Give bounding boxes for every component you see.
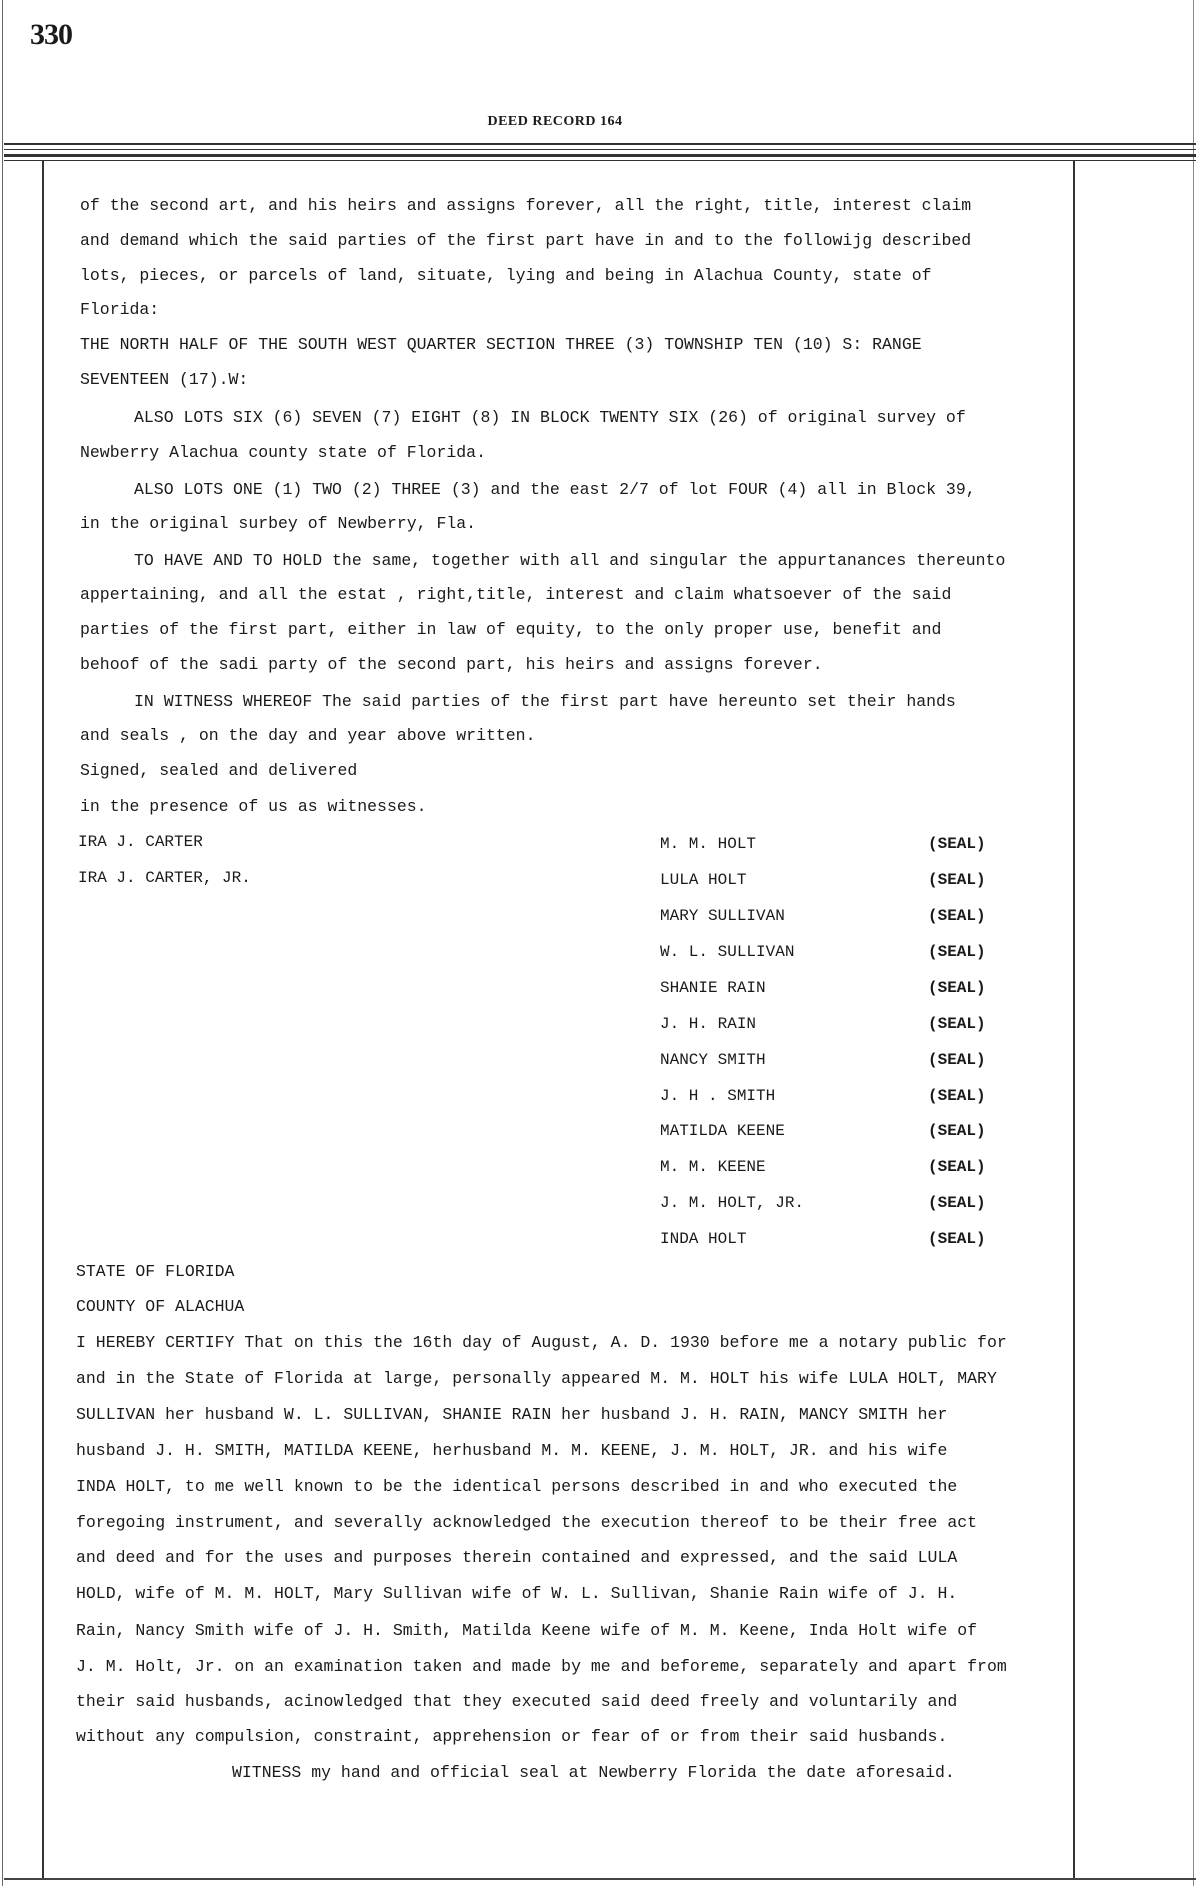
signer-name: MARY SULLIVAN xyxy=(660,907,785,925)
seal-label: (SEAL) xyxy=(928,1158,986,1176)
witness-name: IRA J. CARTER xyxy=(78,833,203,851)
seal-label: (SEAL) xyxy=(928,1051,986,1069)
footer-rule xyxy=(4,1878,1196,1880)
seal-label: (SEAL) xyxy=(928,943,986,961)
witness-name: IRA J. CARTER, JR. xyxy=(78,869,251,887)
acknowledgment-line: I HEREBY CERTIFY That on this the 16th day of August, A. D. 1930 before me a notary public for xyxy=(76,1333,1007,1352)
acknowledgment-line: J. M. Holt, Jr. on an examination taken and made by me and beforeme, separately and apart from xyxy=(76,1657,1007,1676)
body-line: in the original surbey of Newberry, Fla. xyxy=(80,514,477,533)
signer-name: J. M. HOLT, JR. xyxy=(660,1194,805,1212)
acknowledgment-line: WITNESS my hand and official seal at Newberry Florida the date aforesaid. xyxy=(232,1763,955,1782)
body-line: and seals , on the day and year above written. xyxy=(80,726,536,745)
body-line: in the presence of us as witnesses. xyxy=(80,797,427,816)
body-line: Signed, sealed and delivered xyxy=(80,761,358,780)
seal-label: (SEAL) xyxy=(928,1015,986,1033)
signer-name: LULA HOLT xyxy=(660,871,747,889)
page-number: 330 xyxy=(30,18,72,51)
acknowledgment-line: husband J. H. SMITH, MATILDA KEENE, herhusband M. M. KEENE, J. M. HOLT, JR. and his wife xyxy=(76,1441,948,1460)
signer-name: M. M. KEENE xyxy=(660,1158,766,1176)
seal-label: (SEAL) xyxy=(928,1087,986,1105)
body-line: lots, pieces, or parcels of land, situate, lying and being in Alachua County, state of xyxy=(80,266,932,285)
acknowledgment-line: HOLD, wife of M. M. HOLT, Mary Sullivan wife of W. L. Sullivan, Shanie Rain wife of J. H. xyxy=(76,1584,958,1603)
seal-label: (SEAL) xyxy=(928,1230,986,1248)
header-rule xyxy=(4,143,1196,145)
seal-label: (SEAL) xyxy=(928,907,986,925)
body-line: and demand which the said parties of the first part have in and to the followijg described xyxy=(80,231,972,250)
acknowledgment-line: without any compulsion, constraint, apprehension or fear of or from their said husbands. xyxy=(76,1727,948,1746)
body-line: IN WITNESS WHEREOF The said parties of the first part have hereunto set their hands xyxy=(134,692,956,711)
seal-label: (SEAL) xyxy=(928,871,986,889)
acknowledgment-line: INDA HOLT, to me well known to be the identical persons described in and who executed the xyxy=(76,1477,958,1496)
acknowledgment-line: STATE OF FLORIDA xyxy=(76,1262,235,1281)
body-line: parties of the first part, either in law of equity, to the only proper use, benefit and xyxy=(80,620,942,639)
header-rule xyxy=(4,160,1196,161)
body-line: THE NORTH HALF OF THE SOUTH WEST QUARTER SECTION THREE (3) TOWNSHIP TEN (10) S: RANGE xyxy=(80,335,922,354)
body-line: Florida: xyxy=(80,300,160,319)
signer-name: SHANIE RAIN xyxy=(660,979,766,997)
page-edge-left xyxy=(2,0,3,1886)
seal-label: (SEAL) xyxy=(928,1122,986,1140)
header-rule xyxy=(4,149,1196,150)
seal-label: (SEAL) xyxy=(928,979,986,997)
signer-name: NANCY SMITH xyxy=(660,1051,766,1069)
body-line: TO HAVE AND TO HOLD the same, together with all and singular the appurtanances thereunto xyxy=(134,551,1006,570)
header-rule xyxy=(4,154,1196,157)
signer-name: INDA HOLT xyxy=(660,1230,747,1248)
body-line: SEVENTEEN (17).W: xyxy=(80,370,249,389)
acknowledgment-line: and in the State of Florida at large, personally appeared M. M. HOLT his wife LULA HOLT, MARY xyxy=(76,1369,997,1388)
acknowledgment-line: and deed and for the uses and purposes therein contained and expressed, and the said LULA xyxy=(76,1548,958,1567)
signer-name: J. H . SMITH xyxy=(660,1087,776,1105)
acknowledgment-line: SULLIVAN her husband W. L. SULLIVAN, SHANIE RAIN her husband J. H. RAIN, MANCY SMITH her xyxy=(76,1405,948,1424)
header-title: DEED RECORD 164 xyxy=(487,114,623,129)
signer-name: J. H. RAIN xyxy=(660,1015,757,1033)
signer-name: MATILDA KEENE xyxy=(660,1122,785,1140)
acknowledgment-line: their said husbands, acinowledged that they executed said deed freely and voluntarily and xyxy=(76,1692,958,1711)
body-line: behoof of the sadi party of the second part, his heirs and assigns forever. xyxy=(80,655,823,674)
seal-label: (SEAL) xyxy=(928,1194,986,1212)
signer-name: W. L. SULLIVAN xyxy=(660,943,795,961)
body-line: ALSO LOTS SIX (6) SEVEN (7) EIGHT (8) IN BLOCK TWENTY SIX (26) of original survey of xyxy=(134,408,966,427)
acknowledgment-line: Rain, Nancy Smith wife of J. H. Smith, Matilda Keene wife of M. M. Keene, Inda Holt wife of xyxy=(76,1621,978,1640)
body-line: of the second art, and his heirs and assigns forever, all the right, title, interest claim xyxy=(80,196,972,215)
margin-line-left xyxy=(42,160,44,1880)
acknowledgment-line: COUNTY OF ALACHUA xyxy=(76,1297,245,1316)
acknowledgment-line: foregoing instrument, and severally acknowledged the execution thereof to be their free act xyxy=(76,1513,978,1532)
body-line: appertaining, and all the estat , right,title, interest and claim whatsoever of the said xyxy=(80,585,952,604)
body-line: Newberry Alachua county state of Florida. xyxy=(80,443,486,462)
page-edge-right xyxy=(1193,0,1194,1886)
seal-label: (SEAL) xyxy=(928,835,986,853)
signer-name: M. M. HOLT xyxy=(660,835,757,853)
body-line: ALSO LOTS ONE (1) TWO (2) THREE (3) and the east 2/7 of lot FOUR (4) all in Block 39, xyxy=(134,480,976,499)
